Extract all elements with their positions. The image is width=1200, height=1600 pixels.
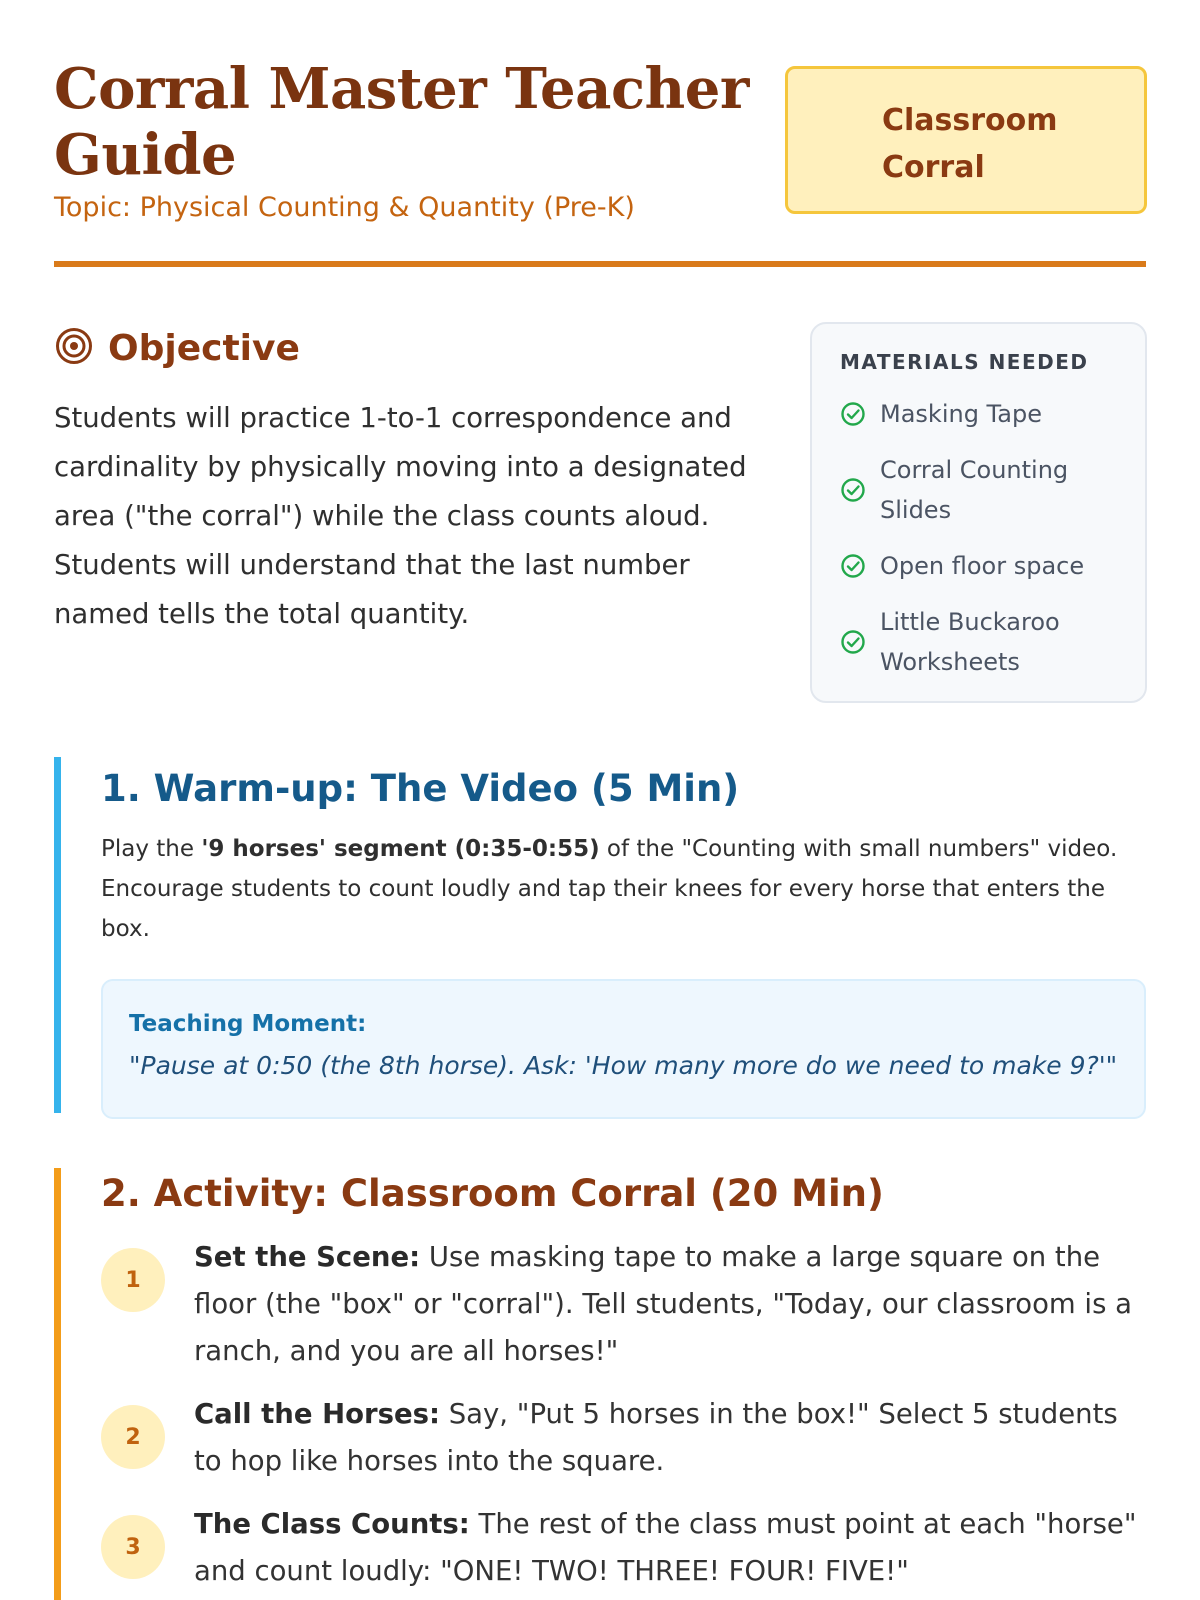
materials-item-label: Masking Tape [880,400,1042,428]
activity-accent-bar [54,1168,61,1600]
objective-heading-row [54,326,754,370]
header-divider [54,261,1146,267]
target-icon [54,326,108,370]
materials-item [840,546,1121,586]
objective-text: Students will practice 1-to-1 correspondence and cardinality by physically moving into a designated area ("the corral") while the class counts aloud. Students will understand that the last number named tells the total quantity. [54,402,747,630]
objective-section [54,326,754,639]
warmup-title: 1. Warm-up: The Video (5 Min) [101,767,740,810]
materials-item-label: Corral Counting Slides [880,456,1069,524]
guide-header [54,56,1146,270]
step-label: Call the Horses: [194,1398,440,1430]
activity-step [101,1234,1146,1375]
check-circle-icon [840,477,866,503]
materials-card [810,322,1147,703]
warmup-accent-bar [54,757,61,1113]
warmup-section [54,757,1146,1113]
step-label: Set the Scene: [194,1241,421,1273]
warmup-text-bold: '9 horses' segment (0:35-0:55) [201,836,600,862]
warmup-text-after: of the "Counting with small numbers" video. Encourage students to count loudly and tap their knees for every horse that enters the box. [101,836,1118,942]
teaching-moment-quote: "Pause at 0:50 (the 8th horse). Ask: 'How many more do we need to make 9?'" [129,1051,1118,1080]
teaching-moment-label: Teaching Moment: [129,1011,367,1037]
step-label: The Class Counts: [194,1508,470,1540]
activity-title: 2. Activity: Classroom Corral (20 Min) [101,1172,884,1215]
materials-item [840,450,1121,530]
warmup-text-before: Play the [101,836,202,862]
materials-heading: MATERIALS NEEDED [840,350,1089,374]
check-circle-icon [840,553,866,579]
teaching-moment-box [101,979,1146,1119]
materials-item [840,602,1121,682]
corral-badge [785,66,1147,214]
warmup-text [101,829,1146,949]
step-number-badge: 2 [101,1405,165,1469]
step-number-badge: 1 [101,1248,165,1312]
step-text: The rest of the class must point at each "horse" and count loudly: "ONE! TWO! THREE! FOUR! FIVE!" [194,1508,1137,1587]
badge-line-1: Classroom [882,103,1058,138]
check-circle-icon [840,629,866,655]
check-circle-icon [840,401,866,427]
materials-item-label: Little Buckaroo Worksheets [880,608,1060,676]
materials-item-label: Open floor space [880,552,1085,580]
page-title: Corral Master Teacher Guide [54,56,749,188]
activity-step [101,1501,1146,1595]
materials-item [840,394,1121,434]
activity-step [101,1391,1146,1485]
step-text: Say, "Put 5 horses in the box!" Select 5 students to hop like horses into the square. [194,1398,1118,1477]
step-text: Use masking tape to make a large square on the floor (the "box" or "corral"). Tell students, "Today, our classroom is a ranch, and you are all horses!" [194,1241,1132,1367]
topic-subtitle: Topic: Physical Counting & Quantity (Pre-K) [54,192,635,223]
step-number-badge: 3 [101,1515,165,1579]
objective-heading: Objective [108,327,300,369]
badge-line-2: Corral [882,150,985,185]
activity-section [54,1168,1146,1600]
